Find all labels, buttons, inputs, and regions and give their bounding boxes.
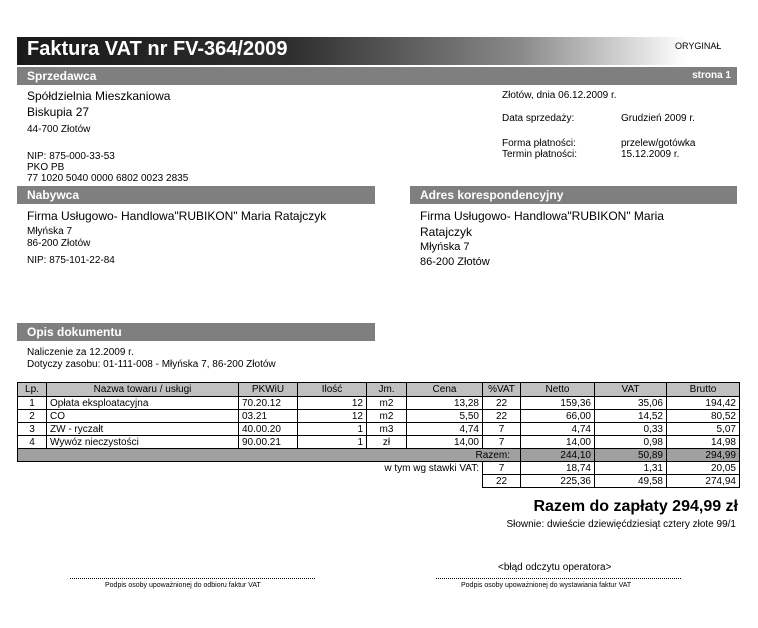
amount-in-words: Słownie: dwieście dziewięćdziesiąt cztery złote 99/1 xyxy=(506,519,736,530)
items-table xyxy=(17,382,740,488)
seller-account: 77 1020 5040 0000 6802 0023 2835 xyxy=(27,173,189,184)
correspondence-name-line1: Firma Usługowo- Handlowa"RUBIKON" Maria xyxy=(420,209,664,223)
table-row: 2 CO 03.21 12 m2 5,50 22 66,00 14,52 80,52 xyxy=(18,410,740,423)
buyer-street: Młyńska 7 xyxy=(27,226,73,237)
page-number: strona 1 xyxy=(692,70,731,81)
total-vat: 50,89 xyxy=(595,449,667,462)
seller-section-header xyxy=(17,67,737,85)
col-net: Netto xyxy=(521,383,595,397)
col-vat-rate: %VAT xyxy=(483,383,521,397)
by-rate-label: w tym wg stawki VAT: xyxy=(384,462,479,474)
table-header-row xyxy=(18,383,740,397)
invoice-title: Faktura VAT nr FV-364/2009 xyxy=(27,38,288,60)
total-row xyxy=(18,449,740,462)
table-row: 1 Opłata eksploatacyjna 70.20.12 12 m2 13,28 22 159,36 35,06 194,42 xyxy=(18,397,740,410)
correspondence-section-header: Adres korespondencyjny xyxy=(410,186,737,204)
due-value: 15.12.2009 r. xyxy=(621,149,680,160)
operator-note: <błąd odczytu operatora> xyxy=(498,562,612,573)
left-signature-line xyxy=(70,578,315,579)
col-pkwiu: PKWiU xyxy=(239,383,298,397)
col-name: Nazwa towaru / usługi xyxy=(47,383,239,397)
description-line1: Naliczenie za 12.2009 r. xyxy=(27,347,134,358)
buyer-city: 86-200 Złotów xyxy=(27,238,91,249)
col-qty: Ilość xyxy=(298,383,367,397)
payment-value: przelew/gotówka xyxy=(621,138,696,149)
col-unit: Jm. xyxy=(367,383,407,397)
original-label: ORYGINAŁ xyxy=(675,41,722,51)
correspondence-city: 86-200 Złotów xyxy=(420,256,490,268)
amount-to-pay: Razem do zapłaty 294,99 zł xyxy=(533,498,738,515)
table-row: 3 ZW - ryczałt 40.00.20 1 m3 4,74 7 4,74 0,33 5,07 xyxy=(18,423,740,436)
sale-date-value: Grudzień 2009 r. xyxy=(621,113,695,124)
col-price: Cena xyxy=(407,383,483,397)
payment-label: Forma płatności: xyxy=(502,138,576,149)
left-signature-label: Podpis osoby upoważnionej do odbioru faktur VAT xyxy=(105,582,261,589)
buyer-name: Firma Usługowo- Handlowa"RUBIKON" Maria Ratajczyk xyxy=(27,209,327,223)
vat-rate-row: 22 225,36 49,58 274,94 xyxy=(18,475,740,488)
correspondence-name-line2: Ratajczyk xyxy=(420,225,473,239)
seller-nip: NIP: 875-000-33-53 xyxy=(27,151,115,162)
right-signature-label: Podpis osoby upoważnionej do wystawiania faktur VAT xyxy=(461,582,632,589)
description-section-header: Opis dokumentu xyxy=(17,323,375,341)
right-signature-line xyxy=(436,578,681,579)
seller-city: 44-700 Złotów xyxy=(27,124,91,135)
seller-section-title: Sprzedawca xyxy=(27,69,97,83)
seller-name: Spółdzielnia Mieszkaniowa xyxy=(27,89,171,103)
correspondence-street: Młyńska 7 xyxy=(420,241,470,253)
vat-rate-row: w tym wg stawki VAT: 7 18,74 1,31 20,05 xyxy=(18,462,740,475)
col-vat: VAT xyxy=(595,383,667,397)
buyer-nip: NIP: 875-101-22-84 xyxy=(27,255,115,266)
col-lp: Lp. xyxy=(18,383,47,397)
place-date: Złotów, dnia 06.12.2009 r. xyxy=(502,90,617,101)
seller-bank: PKO PB xyxy=(27,162,65,173)
buyer-section-header: Nabywca xyxy=(17,186,375,204)
due-label: Termin płatności: xyxy=(502,149,578,160)
description-line2: Dotyczy zasobu: 01-111-008 - Młyńska 7, 86-200 Złotów xyxy=(27,359,276,370)
total-net: 244,10 xyxy=(521,449,595,462)
total-label: Razem: xyxy=(18,449,521,462)
total-gross: 294,99 xyxy=(667,449,740,462)
sale-date-label: Data sprzedaży: xyxy=(502,113,575,124)
col-gross: Brutto xyxy=(667,383,740,397)
seller-street: Biskupia 27 xyxy=(27,105,90,119)
table-row: 4 Wywóz nieczystości 90.00.21 1 zł 14,00 7 14,00 0,98 14,98 xyxy=(18,436,740,449)
